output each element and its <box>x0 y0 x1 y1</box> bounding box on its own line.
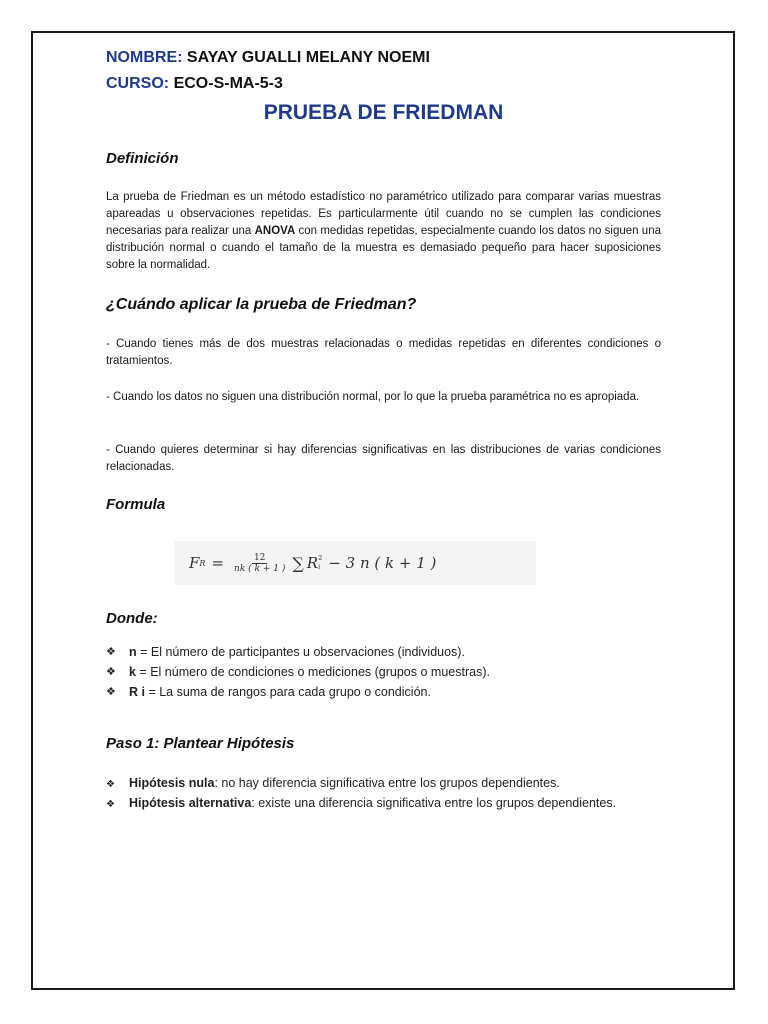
cuando-item-2: - Cuando los datos no siguen una distribución normal, por lo que la prueba paramétrica no es apropiada. <box>106 391 640 403</box>
paso1-heading: Paso 1: Plantear Hipótesis <box>106 735 295 752</box>
hipotesis-key: Hipótesis alternativa <box>129 796 252 810</box>
formula-term-sub: i <box>318 563 321 571</box>
donde-text: = La suma de rangos para cada grupo o condición. <box>144 685 431 699</box>
list-item <box>106 642 661 662</box>
formula-frac-den: nk ( k + 1 ) <box>234 563 286 574</box>
formula-sum: ∑ <box>292 553 304 573</box>
formula-lhs-sub: R <box>199 558 206 568</box>
diamond-bullet-icon: ❖ <box>106 686 116 698</box>
curso-value: ECO-S-MA-5-3 <box>173 75 283 92</box>
donde-key: n <box>129 645 137 659</box>
donde-key: R i <box>129 685 145 699</box>
formula-box <box>174 541 536 585</box>
donde-heading: Donde: <box>106 610 158 627</box>
list-item <box>106 794 661 814</box>
cuando-item-1: - Cuando tienes más de dos muestras relacionadas o medidas repetidas en diferentes condiciones o tratamientos. <box>106 338 661 367</box>
formula-fraction <box>234 553 285 574</box>
definicion-text-2: con medidas repetidas, especialmente cuando los datos no siguen una distribución normal o cuando el tamaño de la muestra es demasiado pequeño para hacer suposiciones sobre la normalidad. <box>106 225 661 271</box>
page-title: PRUEBA DE FRIEDMAN <box>263 101 504 124</box>
definicion-heading: Definición <box>106 150 179 167</box>
nombre-label: NOMBRE: <box>106 49 183 66</box>
cuando-item-3: - Cuando quieres determinar si hay diferencias significativas en las distribuciones de varias condiciones relacionadas. <box>106 444 661 473</box>
donde-text: = El número de participantes u observaciones (individuos). <box>136 645 465 659</box>
curso-line <box>106 75 283 93</box>
list-item <box>106 662 661 682</box>
formula-term: R <box>306 554 319 572</box>
definicion-text-1: La prueba de Friedman es un método estadístico no paramétrico utilizado para comparar varias muestras apareadas u observaciones repetidas. Es particularmente útil cuando no se cumplen las condiciones necesarias para realizar una <box>106 191 661 237</box>
formula-heading: Formula <box>106 496 166 513</box>
formula-frac-num: 12 <box>253 552 266 563</box>
nombre-value: SAYAY GUALLI MELANY NOEMI <box>186 49 430 66</box>
list-item <box>106 774 661 794</box>
hipotesis-key: Hipótesis nula <box>129 776 215 790</box>
formula-eq: = <box>211 554 225 572</box>
diamond-bullet-icon: ❖ <box>106 646 116 658</box>
friedman-formula <box>189 547 436 579</box>
donde-key: k <box>129 665 136 679</box>
donde-text: = El número de condiciones o mediciones (grupos o muestras). <box>135 665 490 679</box>
formula-term-sup: 2 <box>318 554 323 562</box>
diamond-bullet-icon: ❖ <box>106 779 115 790</box>
anova-bold: ANOVA <box>254 225 296 237</box>
definicion-paragraph <box>106 189 661 274</box>
diamond-bullet-icon: ❖ <box>106 666 116 678</box>
curso-label: CURSO: <box>106 75 170 92</box>
formula-lhs: F <box>189 554 200 572</box>
diamond-bullet-icon: ❖ <box>106 799 115 810</box>
hipotesis-list <box>106 774 661 814</box>
hipotesis-text: : existe una diferencia significativa entre los grupos dependientes. <box>251 796 617 810</box>
donde-list <box>106 642 661 702</box>
hipotesis-text: : no hay diferencia significativa entre los grupos dependientes. <box>214 776 560 790</box>
formula-rest: − 3 n ( k + 1 ) <box>328 554 437 572</box>
cuando-heading: ¿Cuándo aplicar la prueba de Friedman? <box>106 296 417 313</box>
nombre-line <box>106 49 430 67</box>
list-item <box>106 682 661 702</box>
